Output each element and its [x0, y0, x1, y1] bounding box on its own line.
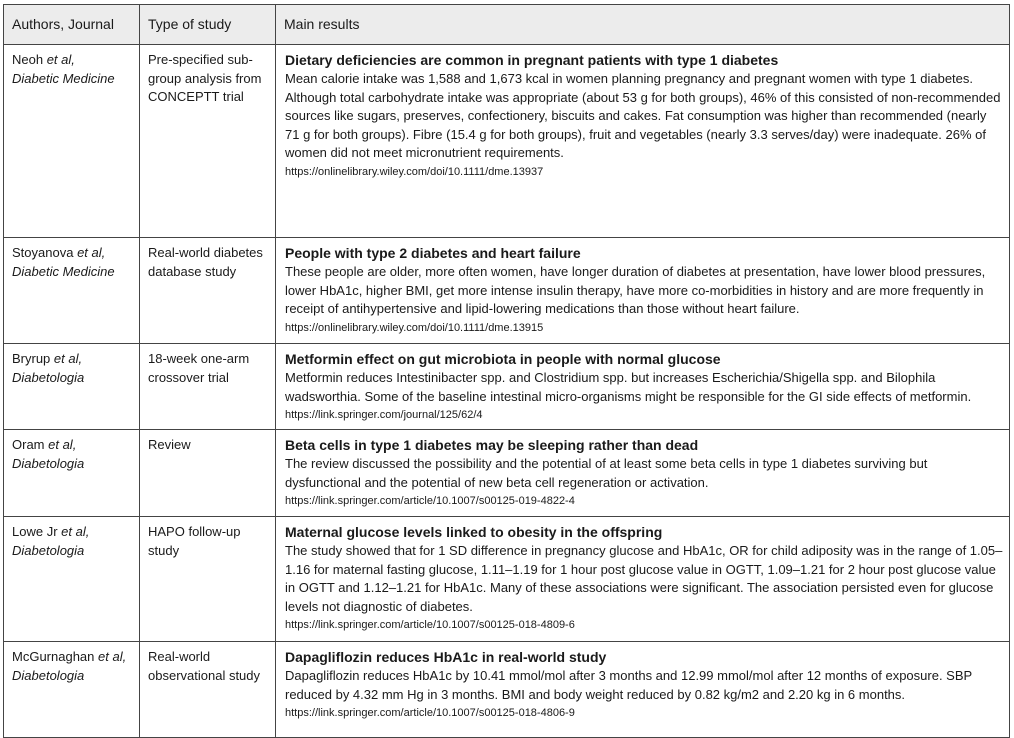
table-row: [4, 344, 1010, 430]
author-name: Lowe Jr: [12, 524, 58, 539]
study-type-cell: Real-world observational study: [140, 642, 276, 738]
et-al: et al,: [61, 524, 90, 539]
study-table: [3, 4, 1010, 738]
author-name: McGurnaghan: [12, 649, 95, 664]
journal-name: Diabetologia: [12, 455, 85, 471]
result-link[interactable]: https://onlinelibrary.wiley.com/doi/10.1111/dme.13937: [285, 165, 544, 178]
results-cell: [276, 517, 1010, 642]
study-type-cell: Real-world diabetes database study: [140, 238, 276, 344]
result-summary: These people are older, more often women, have longer duration of diabetes at presentation, have lower blood pressures, lower HbA1c, higher BMI, get more intense insulin therapy, have more co-morbidities in history and are more frequently in receipt of antihypertensive and lipid-lowering medications than those without heart failure.: [285, 264, 986, 317]
results-cell: [276, 430, 1010, 517]
table-row: [4, 642, 1010, 738]
result-link[interactable]: https://link.springer.com/article/10.1007/s00125-018-4809-6: [285, 619, 575, 632]
result-heading: Maternal glucose levels linked to obesity in the offspring: [285, 524, 663, 540]
study-type-cell: Review: [140, 430, 276, 517]
result-heading: Beta cells in type 1 diabetes may be sleeping rather than dead: [285, 437, 699, 453]
table-row: [4, 517, 1010, 642]
authors-cell: [4, 430, 140, 517]
result-heading: Metformin effect on gut microbiota in people with normal glucose: [285, 351, 721, 367]
authors-cell: [4, 517, 140, 642]
result-heading: People with type 2 diabetes and heart failure: [285, 245, 581, 261]
table-row: [4, 45, 1010, 238]
authors-cell: [4, 238, 140, 344]
author-name: Oram: [12, 437, 45, 452]
et-al: et al,: [46, 52, 75, 67]
result-summary: Dapagliflozin reduces HbA1c by 10.41 mmol/mol after 3 months and 12.99 mmol/mol after 12 months of exposure. SBP reduced by 4.32 mm Hg in 3 months. BMI and body weight reduced by 0.82 kg/m2 and 2.20 kg in 6 months.: [285, 668, 972, 702]
study-type-cell: 18-week one-arm crossover trial: [140, 344, 276, 430]
result-summary: Mean calorie intake was 1,588 and 1,673 kcal in women planning pregnancy and pregnant women with type 1 diabetes. Although total carbohydrate intake was appropriate (about 53 g for both groups), 46% of this consisted of non-recommended sources like sugars, preserves, confectionery, biscuits and cakes. Fat consumption was higher than recommended (nearly 71 g for both groups). Fibre (15.4 g for both groups), fruit and vegetables (nearly 3.3 serves/day) were inadequate. 26% of women did not meet micronutrient requirements.: [285, 71, 1001, 161]
header-results: Main results: [276, 5, 1010, 45]
result-link[interactable]: https://onlinelibrary.wiley.com/doi/10.1111/dme.13915: [285, 321, 544, 334]
result-summary: Metformin reduces Intestinibacter spp. and Clostridium spp. but increases Escherichia/Shigella spp. and Bilophila wadsworthia. Some of the baseline intestinal micro-organisms might be responsible for the GI side effects of metformin.: [285, 370, 972, 404]
author-name: Neoh: [12, 52, 44, 67]
et-al: et al,: [98, 649, 127, 664]
authors-cell: [4, 642, 140, 738]
table-row: [4, 238, 1010, 344]
header-type: Type of study: [140, 5, 276, 45]
result-link[interactable]: https://link.springer.com/article/10.1007/s00125-018-4806-9: [285, 707, 575, 720]
et-al: et al,: [53, 351, 83, 366]
journal-name: Diabetologia: [12, 369, 85, 385]
result-heading: Dietary deficiencies are common in pregnant patients with type 1 diabetes: [285, 52, 779, 68]
journal-name: Diabetologia: [12, 667, 85, 683]
journal-name: Diabetic Medicine: [12, 263, 115, 279]
authors-cell: [4, 344, 140, 430]
author-name: Stoyanova: [12, 245, 74, 260]
result-heading: Dapagliflozin reduces HbA1c in real-world study: [285, 649, 607, 665]
authors-cell: [4, 45, 140, 238]
result-link[interactable]: https://link.springer.com/article/10.1007/s00125-019-4822-4: [285, 495, 575, 508]
et-al: et al,: [77, 245, 106, 260]
result-summary: The review discussed the possibility and the potential of at least some beta cells in type 1 diabetes surviving but dysfunctional and the potential of new beta cell regeneration or activation.: [285, 456, 928, 490]
author-name: Bryrup: [12, 351, 51, 366]
results-cell: [276, 642, 1010, 738]
result-link[interactable]: https://link.springer.com/journal/125/62/4: [285, 409, 483, 422]
et-al: et al,: [48, 437, 77, 452]
header-row: [4, 5, 1010, 45]
results-cell: [276, 45, 1010, 238]
study-type-cell: HAPO follow-up study: [140, 517, 276, 642]
journal-name: Diabetologia: [12, 542, 85, 558]
study-type-cell: Pre-specified sub-group analysis from CONCEPTT trial: [140, 45, 276, 238]
results-cell: [276, 238, 1010, 344]
result-summary: The study showed that for 1 SD difference in pregnancy glucose and HbA1c, OR for child adiposity was in the range of 1.05–1.16 for maternal fasting glucose, 1.11–1.19 for 1 hour post glucose value in OGTT, 1.09–1.21 for 2 hour post glucose value in OGTT and 1.12–1.21 for HbA1c. Many of these associations were significant. The association persisted even for glucose levels not diagnostic of diabetes.: [285, 543, 1003, 614]
journal-name: Diabetic Medicine: [12, 70, 115, 86]
results-cell: [276, 344, 1010, 430]
table-row: [4, 430, 1010, 517]
header-authors: Authors, Journal: [4, 5, 140, 45]
